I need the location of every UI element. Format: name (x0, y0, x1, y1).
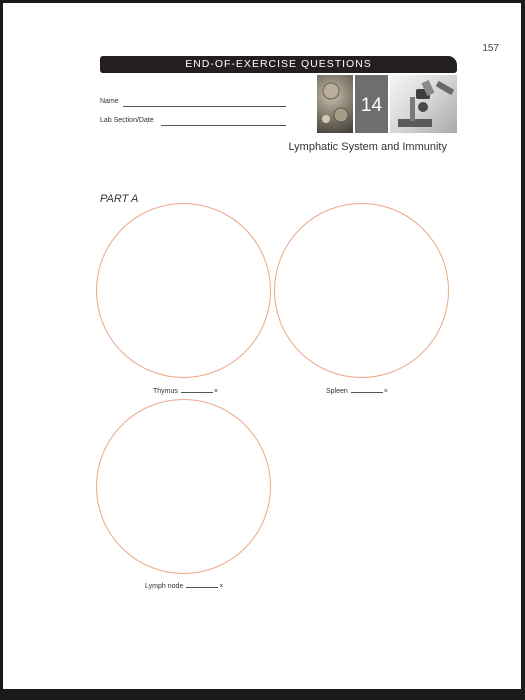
thymus-label: Thymus (153, 388, 178, 395)
micrograph-image (317, 75, 353, 133)
lymph-node-magnification-suffix: × (219, 583, 224, 590)
lymph-node-drawing-circle[interactable] (96, 399, 271, 574)
microscope-image (390, 75, 457, 133)
thymus-magnification-field[interactable] (181, 386, 213, 393)
name-label: Name (100, 98, 119, 105)
thymus-drawing-circle[interactable] (96, 203, 271, 378)
lab-section-label: Lab Section/Date (100, 117, 154, 124)
worksheet-page (3, 3, 521, 689)
chapter-title: Lymphatic System and Immunity (288, 141, 447, 153)
lymph-node-magnification-field[interactable] (186, 581, 218, 588)
spleen-label: Spleen (326, 388, 348, 395)
part-heading: PART A (100, 193, 139, 205)
section-header: END-OF-EXERCISE QUESTIONS (100, 56, 457, 73)
page-number: 157 (482, 43, 499, 54)
spleen-magnification-suffix: × (383, 388, 388, 395)
lab-section-field[interactable] (161, 125, 286, 126)
lymph-node-label: Lymph node (145, 583, 184, 590)
spleen-magnification-field[interactable] (351, 386, 383, 393)
thymus-label-row (153, 386, 218, 395)
thymus-magnification-suffix: × (213, 388, 218, 395)
spleen-drawing-circle[interactable] (274, 203, 449, 378)
chapter-number-badge: 14 (355, 75, 388, 133)
lymph-node-label-row (145, 581, 223, 590)
name-field[interactable] (123, 106, 286, 107)
spleen-label-row (326, 386, 388, 395)
